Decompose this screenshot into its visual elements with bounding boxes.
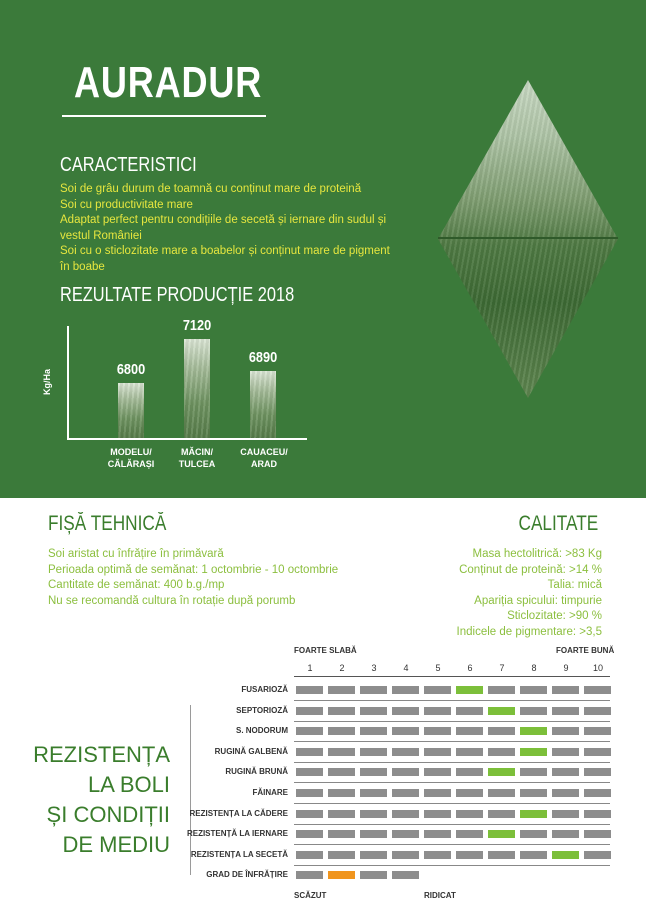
caracteristici-heading: CARACTERISTICI [60,154,197,176]
resistance-cell [520,707,547,715]
resistance-cell [360,871,387,879]
resistance-cell [456,851,483,859]
chart-category-label-3: CAUACEU/ ARAD [240,447,288,469]
chart-title: REZULTATE PRODUCȚIE 2018 [60,284,295,306]
scale-low-label: FOARTE SLABĂ [294,646,357,655]
chart-category-label-2: MĂCIN/ TULCEA [178,447,216,469]
list-item: Soi de grâu durum de toamnă cu conținut mare de proteină [60,183,362,195]
resistance-cell [552,810,579,818]
resistance-cell [392,830,419,838]
resistance-cell-selected [520,748,547,756]
fisa-list [48,547,338,609]
chart-bar-2 [184,339,210,438]
rezistenta-title-line: LA BOLI [88,772,170,797]
resistance-cell [360,768,387,776]
scale-number: 3 [371,663,377,673]
resistance-cell [552,830,579,838]
caracteristici-list [60,182,390,276]
list-item: Cantitate de semănat: 400 b.g./mp [48,579,225,592]
scale-number: 6 [467,663,473,673]
resistance-cell [424,748,451,756]
resistance-cell [360,789,387,797]
list-item: Apariția spicului: timpurie [474,594,602,607]
resistance-cell [552,789,579,797]
resistance-cell [296,707,323,715]
row-divider [294,700,610,701]
resistance-cell [328,830,355,838]
resistance-cell [296,727,323,735]
rezistenta-title-line: REZISTENȚA [33,742,170,767]
resistance-cell [328,768,355,776]
resistance-cell [328,748,355,756]
row-divider [294,782,610,783]
resistance-cell [584,768,611,776]
resistance-cell [424,727,451,735]
resistance-cell [296,768,323,776]
resistance-row-label: FUSARIOZĂ [241,685,288,694]
scale-number: 2 [339,663,345,673]
resistance-cell-selected [488,707,515,715]
resistance-row-label: REZISTENȚĂ LA IERNARE [186,829,288,839]
resistance-cell-selected [488,830,515,838]
resistance-cell [424,707,451,715]
resistance-cell [584,830,611,838]
chart-category-label-1: MODELU/ CĂLĂRAȘI [107,447,155,469]
resistance-cell [488,851,515,859]
resistance-cell [360,707,387,715]
resistance-cell [552,686,579,694]
resistance-cell [552,707,579,715]
resistance-cell-selected [520,810,547,818]
scale-number: 1 [307,663,313,673]
resistance-cell [584,748,611,756]
row-divider [294,844,610,845]
resistance-cell [584,727,611,735]
chart-bar-3 [250,371,276,438]
list-item: Adaptat perfect pentru condițiile de secetă și iernare din sudul și vestul României [60,214,387,242]
bottom-low-label: SCĂZUT [294,891,327,900]
resistance-cell [328,707,355,715]
resistance-cell [392,707,419,715]
resistance-row-label: GRAD DE ÎNFRĂȚIRE [206,870,288,880]
row-divider [294,865,610,866]
resistance-cell [296,871,323,879]
list-item: Talia: mică [547,579,602,592]
list-item: Masa hectolitrică: >83 Kg [472,548,602,560]
resistance-cell [296,830,323,838]
chart-value-label-1: 6800 [116,361,146,378]
resistance-cell [424,830,451,838]
resistance-cell [296,686,323,694]
row-divider [294,721,610,722]
resistance-cell [296,810,323,818]
resistance-cell [584,789,611,797]
resistance-cell [520,768,547,776]
resistance-row-label: RUGINĂ BRUNĂ [225,767,288,777]
list-item: Sticlozitate: >90 % [507,610,602,623]
resistance-cell-selected [456,686,483,694]
resistance-cell [328,789,355,797]
row-divider [294,741,610,742]
resistance-cell [360,810,387,818]
calitate-heading: CALITATE [518,512,598,535]
calitate-list [457,547,602,641]
resistance-cell [328,686,355,694]
resistance-cell [584,686,611,694]
rezistenta-title-line: ȘI CONDIȚII [46,802,170,827]
resistance-cell [584,851,611,859]
resistance-cell [360,727,387,735]
resistance-cell [584,810,611,818]
resistance-cell [488,810,515,818]
bottom-high-label: RIDICAT [424,891,456,900]
chart-y-label: Kg/Ha [42,368,52,395]
row-divider [294,824,610,825]
resistance-cell [424,851,451,859]
resistance-cell [392,871,419,879]
resistance-row-label: FĂINARE [252,788,288,797]
resistance-row-label: SEPTORIOZĂ [236,705,288,715]
resistance-cell-selected [552,851,579,859]
resistance-cell [392,810,419,818]
list-item: Soi cu o sticlozitate mare a boabelor și conținut mare de pigment în boabe [60,245,390,273]
list-item: Indicele de pigmentare: >3,5 [456,625,602,638]
resistance-cell [552,748,579,756]
rezistenta-title-line: DE MEDIU [62,832,170,857]
scale-high-label: FOARTE BUNĂ [556,646,615,655]
resistance-cell [392,851,419,859]
resistance-cell [552,727,579,735]
resistance-cell [424,789,451,797]
resistance-cell [392,768,419,776]
resistance-row-label: S. NODORUM [236,726,288,736]
resistance-cell-selected [520,727,547,735]
chart-bar-1 [118,383,144,438]
resistance-cell [456,768,483,776]
resistance-cell [392,686,419,694]
resistance-cell [424,768,451,776]
list-item: Soi aristat cu înfrățire în primăvară [48,548,224,560]
resistance-cell [520,830,547,838]
resistance-cell [296,789,323,797]
resistance-cell [424,810,451,818]
resistance-cell [488,748,515,756]
resistance-cell [488,789,515,797]
resistance-cell [552,768,579,776]
resistance-cell [488,727,515,735]
resistance-cell [360,686,387,694]
resistance-cell [392,789,419,797]
resistance-cell-selected [488,768,515,776]
chart-value-label-2: 7120 [182,317,212,334]
list-item: Conținut de proteină: >14 % [459,563,602,576]
resistance-cell [328,810,355,818]
resistance-cell [360,830,387,838]
row-divider [294,762,610,763]
row-divider [294,803,610,804]
resistance-cell [584,707,611,715]
resistance-cell [456,707,483,715]
resistance-cell [520,686,547,694]
scale-rule [294,676,610,677]
list-item: Nu se recomandă cultura în rotație după porumb [48,594,296,607]
chart-value-label-3: 6890 [248,348,278,366]
resistance-cell [456,830,483,838]
fisa-heading: FIȘĂ TEHNICĂ [48,512,167,535]
resistance-cell [456,748,483,756]
scale-number: 8 [531,663,537,673]
resistance-cell [328,851,355,859]
list-item: Soi cu productivitate mare [60,198,193,211]
resistance-cell [296,851,323,859]
resistance-cell [328,727,355,735]
scale-number: 9 [563,663,569,673]
divider [438,237,618,239]
resistance-cell [360,748,387,756]
resistance-cell [520,789,547,797]
resistance-row-label: RUGINĂ GALBENĂ [214,746,288,756]
resistance-cell [392,727,419,735]
resistance-cell [488,686,515,694]
resistance-cell [456,810,483,818]
product-title: AURADUR [74,58,263,107]
title-underline [62,115,266,117]
list-item: Perioada optimă de semănat: 1 octombrie - 10 octombrie [48,563,339,576]
scale-number: 7 [499,663,505,673]
resistance-cell [296,748,323,756]
scale-number: 10 [592,663,603,673]
rezistenta-title [0,740,170,860]
scale-number: 4 [403,663,409,673]
resistance-cell-selected [328,871,355,879]
chart-x-axis [67,438,307,440]
resistance-cell [456,727,483,735]
resistance-cell [392,748,419,756]
chart-y-axis [67,326,69,440]
resistance-row-label: REZISTENȚA LA SECETĂ [190,849,288,859]
resistance-row-label: REZISTENȚA LA CĂDERE [189,808,288,818]
resistance-cell [520,851,547,859]
resistance-cell [424,686,451,694]
resistance-cell [456,789,483,797]
resistance-cell [360,851,387,859]
scale-number: 5 [435,663,441,673]
